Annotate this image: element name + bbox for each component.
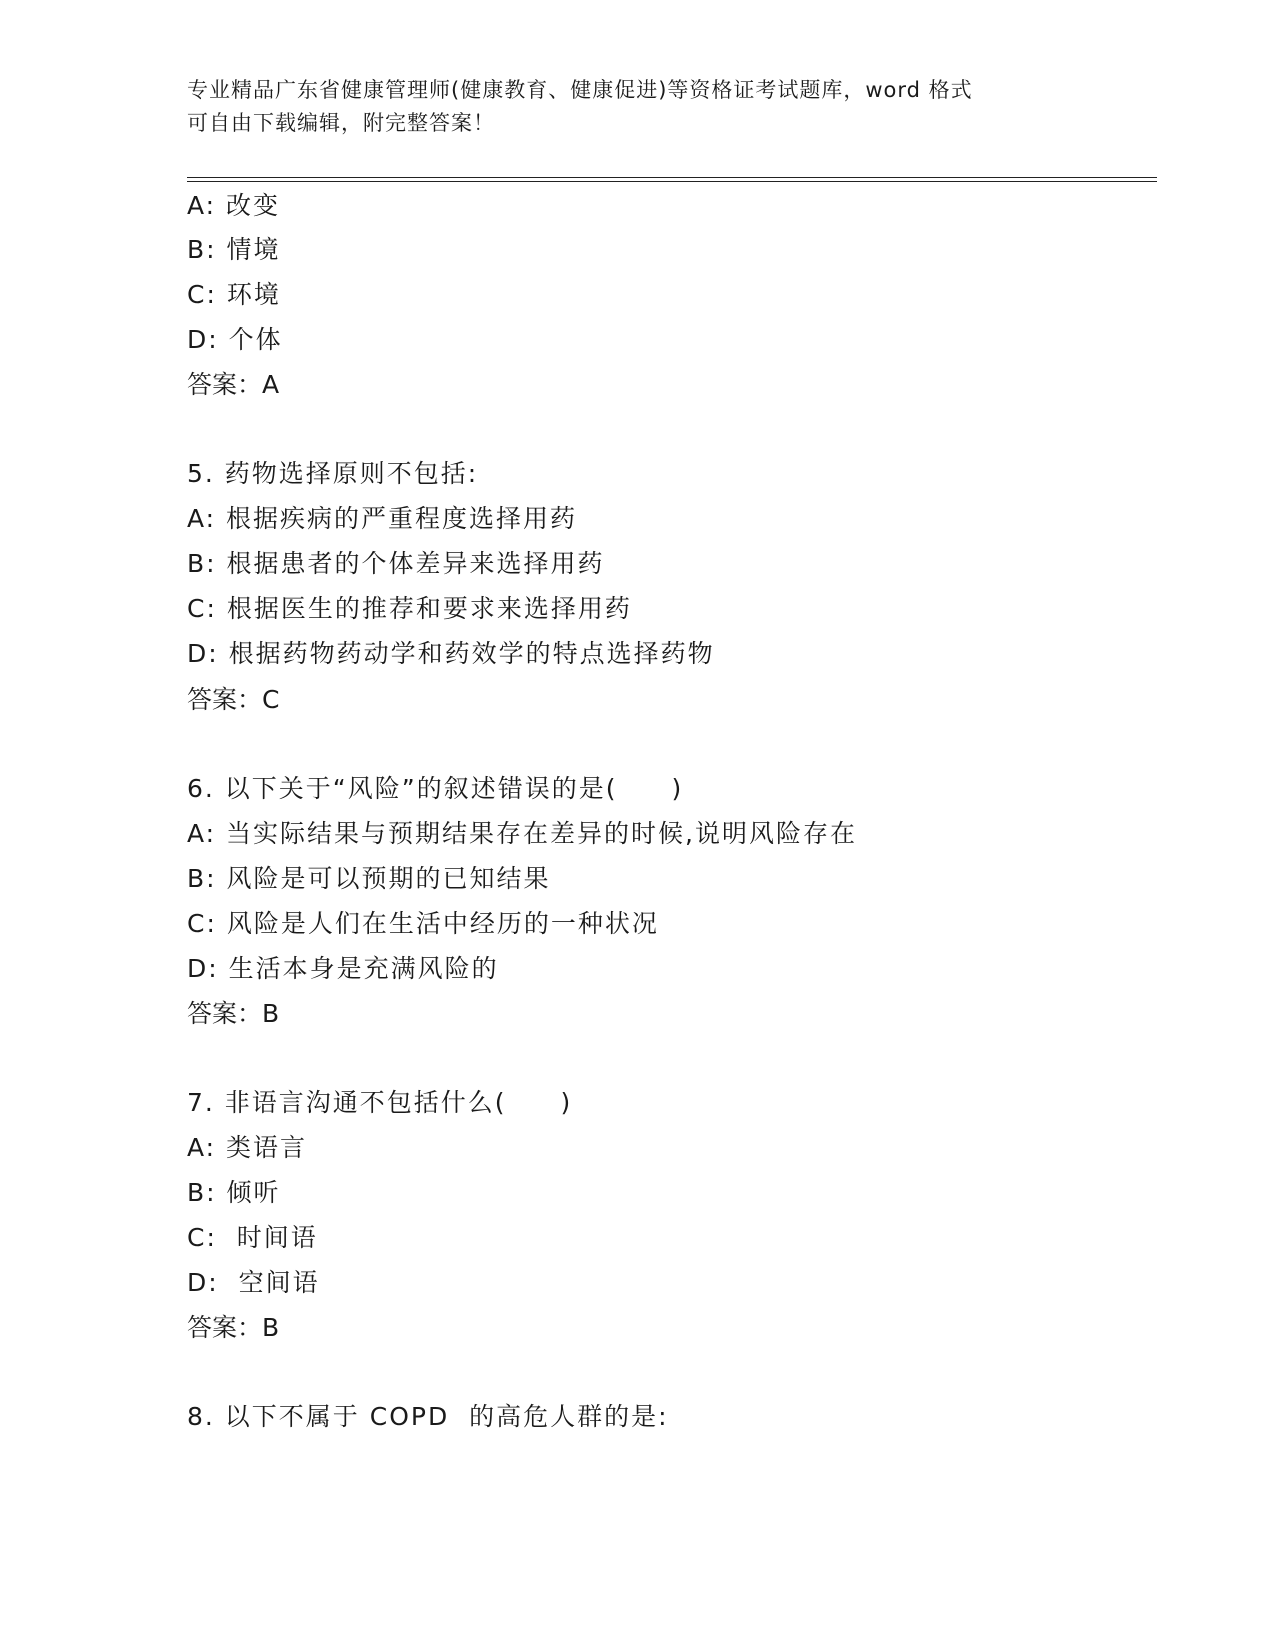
option-b: B: 情境 (187, 235, 281, 264)
option-c: C: 环境 (187, 280, 281, 309)
header-line-1: 专业精品广东省健康管理师(健康教育、健康促进)等资格证考试题库，word 格式 (187, 78, 973, 102)
question-7: 7. 非语言沟通不包括什么( ) (187, 1088, 573, 1117)
option-a: A: 改变 (187, 191, 281, 220)
option-a: A: 类语言 (187, 1133, 308, 1162)
answer: 答案：B (187, 1313, 280, 1342)
option-c: C: 时间语 (187, 1223, 318, 1252)
answer: 答案：A (187, 370, 280, 399)
option-b: B: 风险是可以预期的已知结果 (187, 864, 551, 893)
option-b: B: 倾听 (187, 1178, 281, 1207)
answer: 答案：B (187, 999, 280, 1028)
header-divider-bottom (187, 181, 1157, 182)
question-8: 8. 以下不属于 COPD 的高危人群的是: (187, 1402, 669, 1431)
answer: 答案：C (187, 685, 280, 714)
option-d: D: 根据药物药动学和药效学的特点选择药物 (187, 639, 715, 668)
option-d: D: 个体 (187, 325, 283, 354)
option-c: C: 风险是人们在生活中经历的一种状况 (187, 909, 659, 938)
option-d: D: 生活本身是充满风险的 (187, 954, 499, 983)
header-line-2: 可自由下载编辑，附完整答案！ (187, 111, 495, 135)
page-header (187, 74, 1087, 140)
question-5: 5. 药物选择原则不包括: (187, 459, 479, 488)
option-d: D: 空间语 (187, 1268, 320, 1297)
question-6: 6. 以下关于“风险”的叙述错误的是( ) (187, 774, 684, 803)
option-a: A: 当实际结果与预期结果存在差异的时候,说明风险存在 (187, 819, 857, 848)
option-a: A: 根据疾病的严重程度选择用药 (187, 504, 578, 533)
header-divider-top (187, 177, 1157, 178)
option-c: C: 根据医生的推荐和要求来选择用药 (187, 594, 632, 623)
option-b: B: 根据患者的个体差异来选择用药 (187, 549, 605, 578)
